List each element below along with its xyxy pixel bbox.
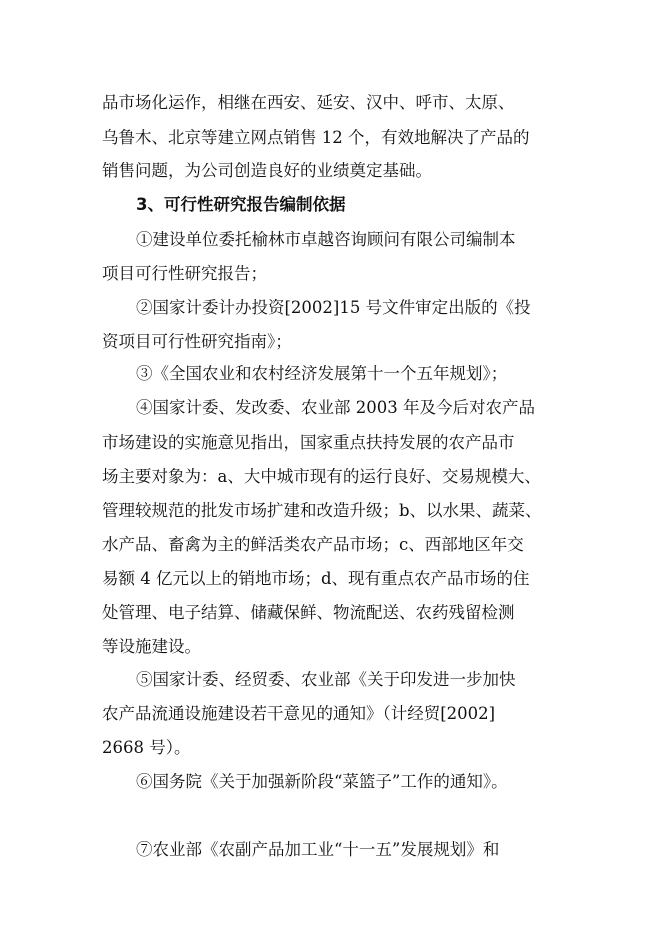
paragraph-line: 等设施建设。: [102, 637, 201, 656]
paragraph-line: 销售问题，为公司创造良好的业绩奠定基础。: [102, 161, 432, 180]
section-heading: 3、可行性研究报告编制依据: [136, 195, 346, 214]
paragraph-line: ⑦农业部《农副产品加工业“十一五”发展规划》和: [136, 840, 500, 859]
paragraph-line: 管理较规范的批发市场扩建和改造升级；b、以水果、蔬菜、: [102, 501, 542, 520]
paragraph-line: 易额 4 亿元以上的销地市场；d、现有重点农产品市场的住: [102, 569, 530, 588]
paragraph-line: 品市场化运作，相继在西安、延安、汉中、呼市、太原、: [102, 93, 515, 112]
paragraph-line: 场主要对象为：a、大中城市现有的运行良好、交易规模大、: [102, 467, 541, 486]
paragraph-line: 处管理、电子结算、储藏保鲜、物流配送、农药残留检测: [102, 603, 515, 622]
paragraph-line: ①建设单位委托榆林市卓越咨询顾问有限公司编制本: [136, 230, 516, 249]
paragraph-line: 水产品、畜禽为主的鲜活类农产品市场；c、西部地区年交: [102, 535, 524, 554]
paragraph-line: 市场建设的实施意见指出，国家重点扶持发展的农产品市: [102, 433, 515, 452]
paragraph-line: ⑤国家计委、经贸委、农业部《关于印发进一步加快: [136, 670, 516, 689]
paragraph-line: ②国家计委计办投资[2002]15 号文件审定出版的《投: [136, 298, 531, 317]
paragraph-line: 农产品流通设施建设若干意见的通知》（计经贸[2002]: [102, 704, 496, 723]
paragraph-line: 2668 号）。: [102, 738, 191, 757]
paragraph-line: 资项目可行性研究指南》；: [102, 332, 292, 351]
paragraph-line: ③《全国农业和农村经济发展第十一个五年规划》；: [136, 364, 508, 383]
paragraph-line: ⑥国务院《关于加强新阶段“菜篮子”工作的通知》。: [136, 772, 508, 791]
paragraph-line: 乌鲁木、北京等建立网点销售 12 个，有效地解决了产品的: [102, 128, 530, 147]
paragraph-line: 项目可行性研究报告；: [102, 264, 267, 283]
paragraph-line: ④国家计委、发改委、农业部 2003 年及今后对农产品: [136, 398, 535, 417]
